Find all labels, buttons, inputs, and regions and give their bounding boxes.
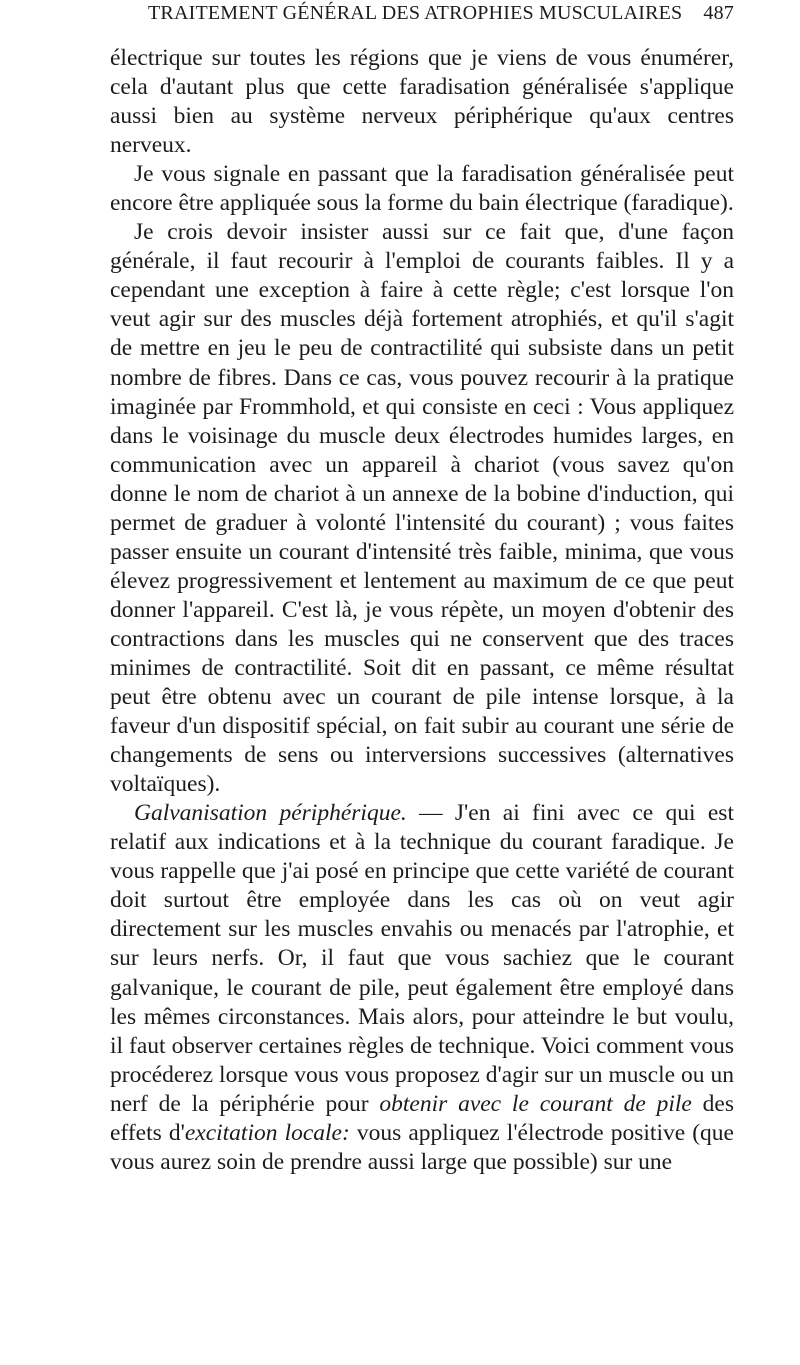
paragraph-4-emphasis-2: excitation locale: (184, 1119, 350, 1146)
running-head (110, 2, 734, 32)
paragraph-3: Je crois devoir insister aussi sur ce fait que, d'une façon générale, il faut recourir à l'emploi de courants faibles. Il y a cependant une exception à faire à cette règle; c'est lorsque l'on veut agir sur des muscles déjà fortement atrophiés, et qu'il s'agit de mettre en jeu le peu de contractilité qui subsiste dans un petit nombre de fibres. Dans ce cas, vous pouvez recourir à la pratique imaginée par Frommhold, et qui consiste en ceci : Vous appliquez dans le voisinage du muscle deux électrodes humides larges, en communication avec un appareil à chariot (vous savez qu'on donne le nom de chariot à un annexe de la bobine d'induction, qui permet de graduer à volonté l'intensité du courant) ; vous faites passer ensuite un courant d'intensité très faible, minima, que vous élevez progressivement et lentement au maximum de ce que peut donner l'appareil. C'est là, je vous répète, un moyen d'obtenir des contractions dans les muscles qui ne conservent que des traces minimes de contractilité. Soit dit en passant, ce même résultat peut être obtenu avec un courant de pile intense lorsque, à la faveur d'un dispositif spécial, on fait subir au courant une série de changements de sens ou interversions successives (alternatives voltaïques). (110, 219, 734, 798)
paragraph-4-part-1: — J'en ai fini avec ce qui est relatif aux indications et à la technique du courant faradique. Je vous rappelle que j'ai posé en principe que cette variété de courant doit surtout être employée dans les cas où on veut agir directement sur les muscles envahis ou menacés par l'atrophie, et sur leurs nerfs. Or, il faut que vous sachiez que le courant galvanique, le courant de pile, peut également être employé dans les mêmes circonstances. Mais alors, pour atteindre le but voulu, il faut observer certaines règles de technique. Voici comment vous procéderez lorsque vous vous proposez d'agir sur un muscle ou un nerf de la périphérie pour (110, 800, 734, 1117)
body-text (110, 44, 734, 1177)
paragraph-4-emphasis-1: obtenir avec le courant de pile (379, 1090, 692, 1117)
section-heading-galvanisation: Galvanisation périphérique. (134, 800, 407, 827)
paragraph-2: Je vous signale en passant que la faradisation généralisée peut encore être appliquée sous la forme du bain électrique (faradique). (110, 161, 734, 217)
paragraph-4-part-3: vous appliquez l'électrode positive (que vous aurez soin de prendre aussi large que possible) sur une (110, 1119, 734, 1175)
paragraph-1: électrique sur toutes les régions que je viens de vous énumérer, cela d'autant plus que cette faradisation généralisée s'applique aussi bien au système nerveux périphérique qu'aux centres nerveux. (110, 45, 734, 159)
paragraph-4-part-2: des effets d' (110, 1090, 734, 1146)
paragraph-4 (110, 799, 734, 1177)
running-title: TRAITEMENT GÉNÉRAL DES ATROPHIES MUSCULAIRES (148, 2, 683, 24)
page-number: 487 (703, 2, 734, 24)
